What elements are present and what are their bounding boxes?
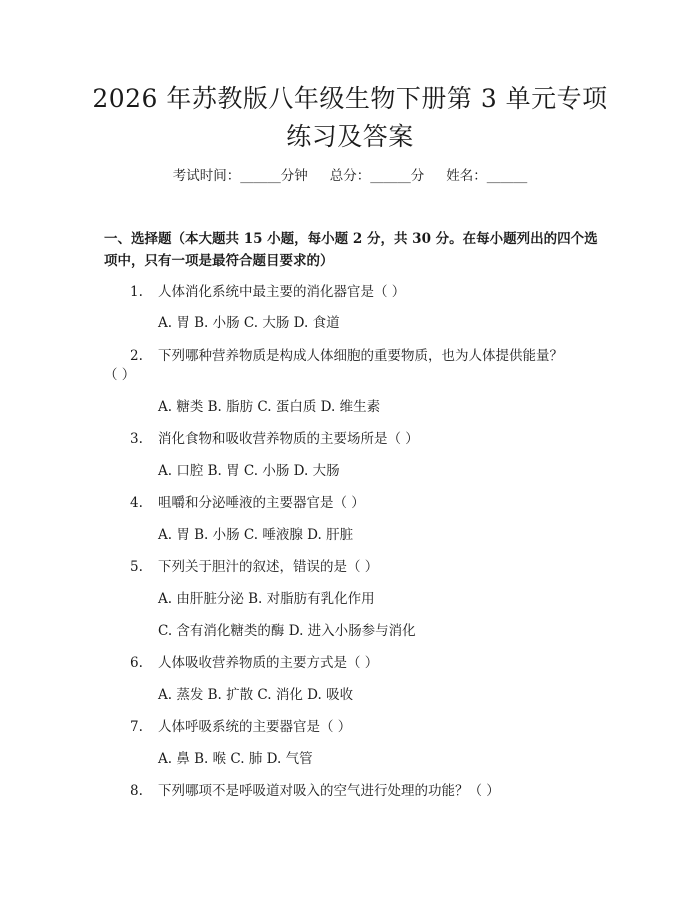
question-text: 下列哪项不是呼吸道对吸入的空气进行处理的功能？（ ）	[158, 783, 500, 799]
question-text: 消化食物和吸收营养物质的主要场所是（ ）	[158, 431, 419, 447]
question-5	[130, 557, 378, 577]
question-text: 人体吸收营养物质的主要方式是（ ）	[158, 655, 379, 671]
question-number: 5.	[130, 559, 143, 575]
question-text: 咀嚼和分泌唾液的主要器官是（ ）	[158, 495, 365, 511]
page-title-line-2: 练习及答案	[286, 122, 414, 151]
question-2	[130, 346, 563, 366]
question-6	[130, 653, 378, 673]
question-number: 6.	[130, 655, 143, 671]
question-7	[130, 717, 351, 737]
section-heading-line-1: 一、选择题（本大题共 15 小题，每小题 2 分，共 30 分。在每小题列出的四个选	[104, 231, 598, 247]
question-text: 人体消化系统中最主要的消化器官是（ ）	[158, 284, 406, 300]
question-number: 3.	[130, 431, 143, 447]
question-4	[130, 493, 365, 513]
name-field: 姓名：______	[446, 168, 528, 184]
question-3-options: A. 口腔 B. 胃 C. 小肠 D. 大肠	[158, 463, 340, 479]
question-number: 8.	[130, 783, 143, 799]
question-4-options: A. 胃 B. 小肠 C. 唾液腺 D. 肝脏	[158, 527, 354, 543]
question-7-options: A. 鼻 B. 喉 C. 肺 D. 气管	[158, 751, 313, 767]
question-8	[130, 781, 500, 801]
total-score-field: 总分：______分	[329, 168, 425, 184]
page-title-line-1: 2026 年苏教版八年级生物下册第 3 单元专项	[92, 84, 608, 113]
question-6-options: A. 蒸发 B. 扩散 C. 消化 D. 吸收	[158, 687, 354, 703]
question-2-text-continued: （ ）	[104, 367, 136, 383]
question-3	[130, 429, 419, 449]
question-text: 人体呼吸系统的主要器官是（ ）	[158, 719, 352, 735]
exam-meta	[0, 166, 700, 186]
question-number: 4.	[130, 495, 143, 511]
question-1-options: A. 胃 B. 小肠 C. 大肠 D. 食道	[158, 315, 340, 331]
question-1	[130, 282, 405, 302]
question-number: 2.	[130, 348, 143, 364]
question-5-options-line-1: A. 由肝脏分泌 B. 对脂肪有乳化作用	[158, 591, 375, 607]
question-2-options: A. 糖类 B. 脂肪 C. 蛋白质 D. 维生素	[158, 399, 381, 415]
question-number: 7.	[130, 719, 143, 735]
question-number: 1.	[130, 284, 143, 300]
question-5-options-line-2: C. 含有消化糖类的酶 D. 进入小肠参与消化	[158, 623, 416, 639]
question-text: 下列哪种营养物质是构成人体细胞的重要物质，也为人体提供能量？	[158, 348, 563, 364]
question-text: 下列关于胆汁的叙述，错误的是（ ）	[158, 559, 379, 575]
exam-time-field: 考试时间：______分钟	[172, 168, 308, 184]
section-heading-line-2: 项中，只有一项是最符合题目要求的）	[104, 253, 334, 269]
